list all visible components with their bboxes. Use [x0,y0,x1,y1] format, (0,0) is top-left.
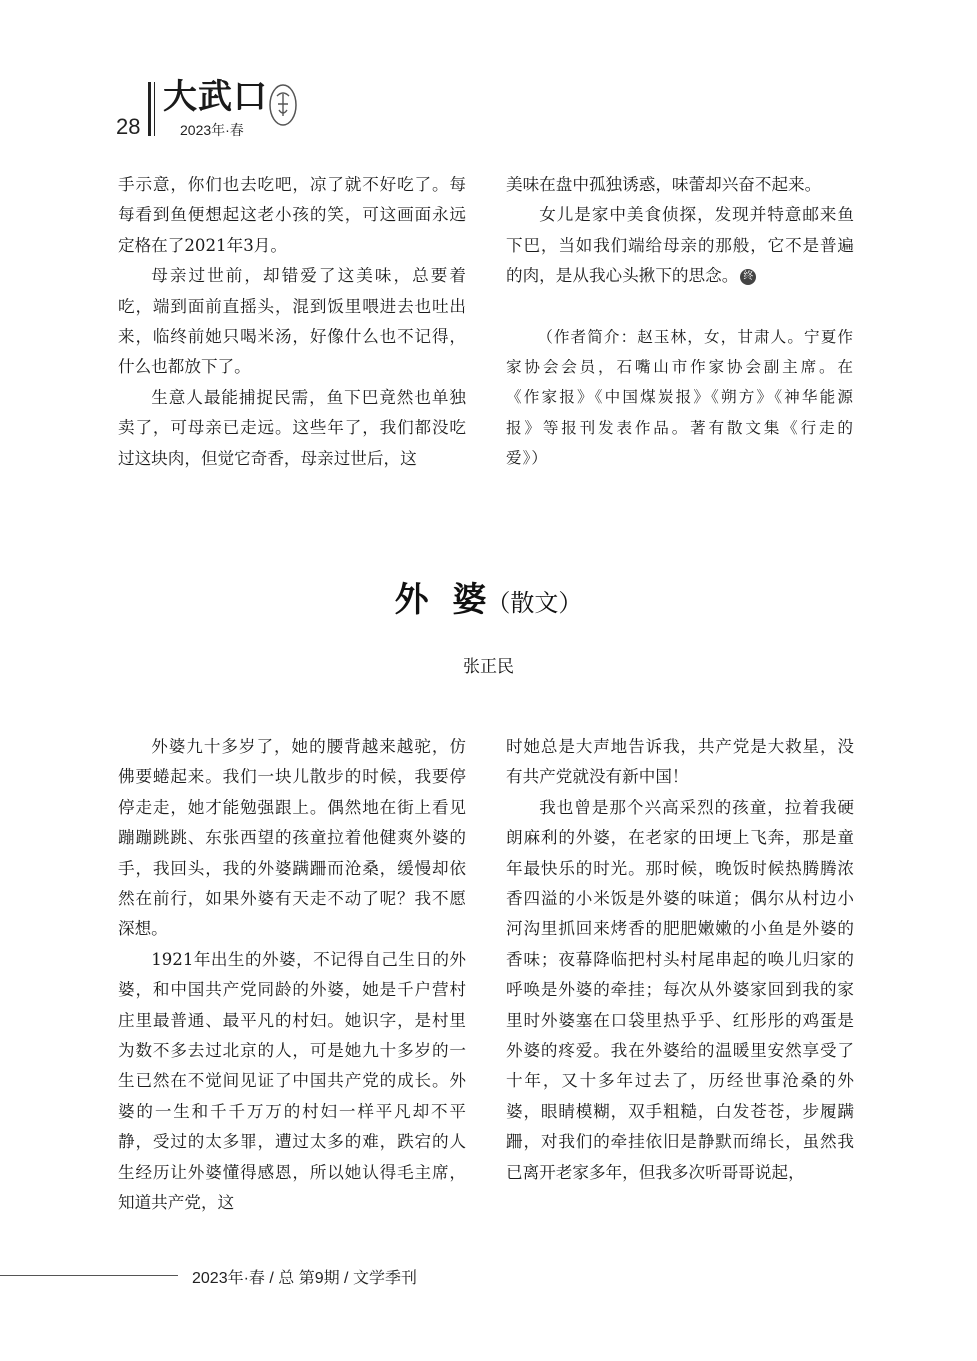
paragraph: 手示意，你们也去吃吧，凉了就不好吃了。每每看到鱼便想起这老小孩的笑，可这画面永远定格在了2021年3月。 [118,175,466,255]
article-author: 张正民 [463,657,514,677]
title-text: 外 婆 [394,580,487,620]
paragraph: 1921年出生的外婆，不记得自己生日的外婆，和中国共产党同龄的外婆，她是千户营村庄里最普通、最平凡的村妇。她识字，是村里为数不多去过北京的人，可是她九十多岁的一生已然在不觉间见证了中国共产党的成长。外婆的一生和千千万万的村妇一样平凡却不平静，受过的太多罪，遭过太多的难，跌宕的人生经历让外婆懂得感恩，所以她认得毛主席，知道共产党，这 [118,949,466,1213]
footer-rule [0,1275,178,1276]
paragraph: 外婆九十多岁了，她的腰背越来越驼，仿佛要蜷起来。我们一块儿散步的时候，我要停停走走，她才能勉强跟上。偶然地在街上看见蹦蹦跳跳、东张西望的孩童拉着他健爽外婆的手，我回头，我的外婆蹒跚而沧桑，缓慢却依然在前行，如果外婆有天走不动了呢？我不愿深想。 [118,737,466,939]
header-issue: 2023年·春 [180,122,244,138]
paragraph: 美味在盘中孤独诱惑，味蕾却兴奋不起来。 [506,175,822,194]
paragraph: 母亲过世前，却错爱了这美味，总要着吃，端到面前直摇头，混到饭里喂进去也吐出来，临终前她只喝米汤，好像什么也不记得，什么也都放下了。 [118,266,466,377]
article-title [0,572,977,621]
paragraph-text: 女儿是家中美食侦探，发现并特意邮来鱼下巴，当如我们端给母亲的那般，它不是普遍的肉，是从我心头揪下的思念。 [506,205,854,286]
end-mark-icon: 终 [740,269,756,285]
previous-article-left-column [118,170,466,474]
header-divider-thin [154,82,155,136]
magazine-title: 大武口 [163,77,268,117]
author-bio: （作者简介：赵玉林，女，甘肃人。宁夏作家协会会员，石嘴山市作家协会副主席。在《作家报》《中国煤炭报》《朔方》《神华能源报》等报刊发表作品。著有散文集《行走的爱》） [506,327,854,468]
header-divider [148,82,151,136]
page-number: 28 [116,114,141,139]
paragraph: 我也曾是那个兴高采烈的孩童，拉着我硬朗麻利的外婆，在老家的田埂上飞奔，那是童年最快乐的时光。那时候，晚饭时候热腾腾浓香四溢的小米饭是外婆的味道；偶尔从村边小河沟里抓回来烤香的肥肥嫩嫩的小鱼是外婆的香味；夜幕降临把村头村尾串起的唤儿归家的呼唤是外婆的牵挂；每次从外婆家回到我的家里时外婆塞在口袋里热乎乎、红彤彤的鸡蛋是外婆的疼爱。我在外婆给的温暖里安然享受了十年，又十多年过去了，历经世事沧桑的外婆，眼睛模糊，双手粗糙，白发苍苍，步履蹒跚，对我们的牵挂依旧是静默而绵长，虽然我已离开老家多年，但我多次听哥哥说起， [506,797,854,1182]
article-left-column [118,732,466,1219]
seal-logo-icon [268,82,298,128]
footer-issue-info: 2023年·春 / 总 第9期 / 文学季刊 [192,1270,417,1287]
paragraph [506,200,854,291]
paragraph: 时她总是大声地告诉我，共产党是大救星，没有共产党就没有新中国！ [506,737,854,787]
previous-article-right-column [506,170,854,474]
paragraph: 生意人最能捕捉民需，鱼下巴竟然也单独卖了，可母亲已走远。这些年了，我们都没吃过这块肉，但觉它奇香，母亲过世后，这 [118,387,466,468]
title-genre: （散文） [486,589,583,617]
article-right-column [506,732,854,1188]
